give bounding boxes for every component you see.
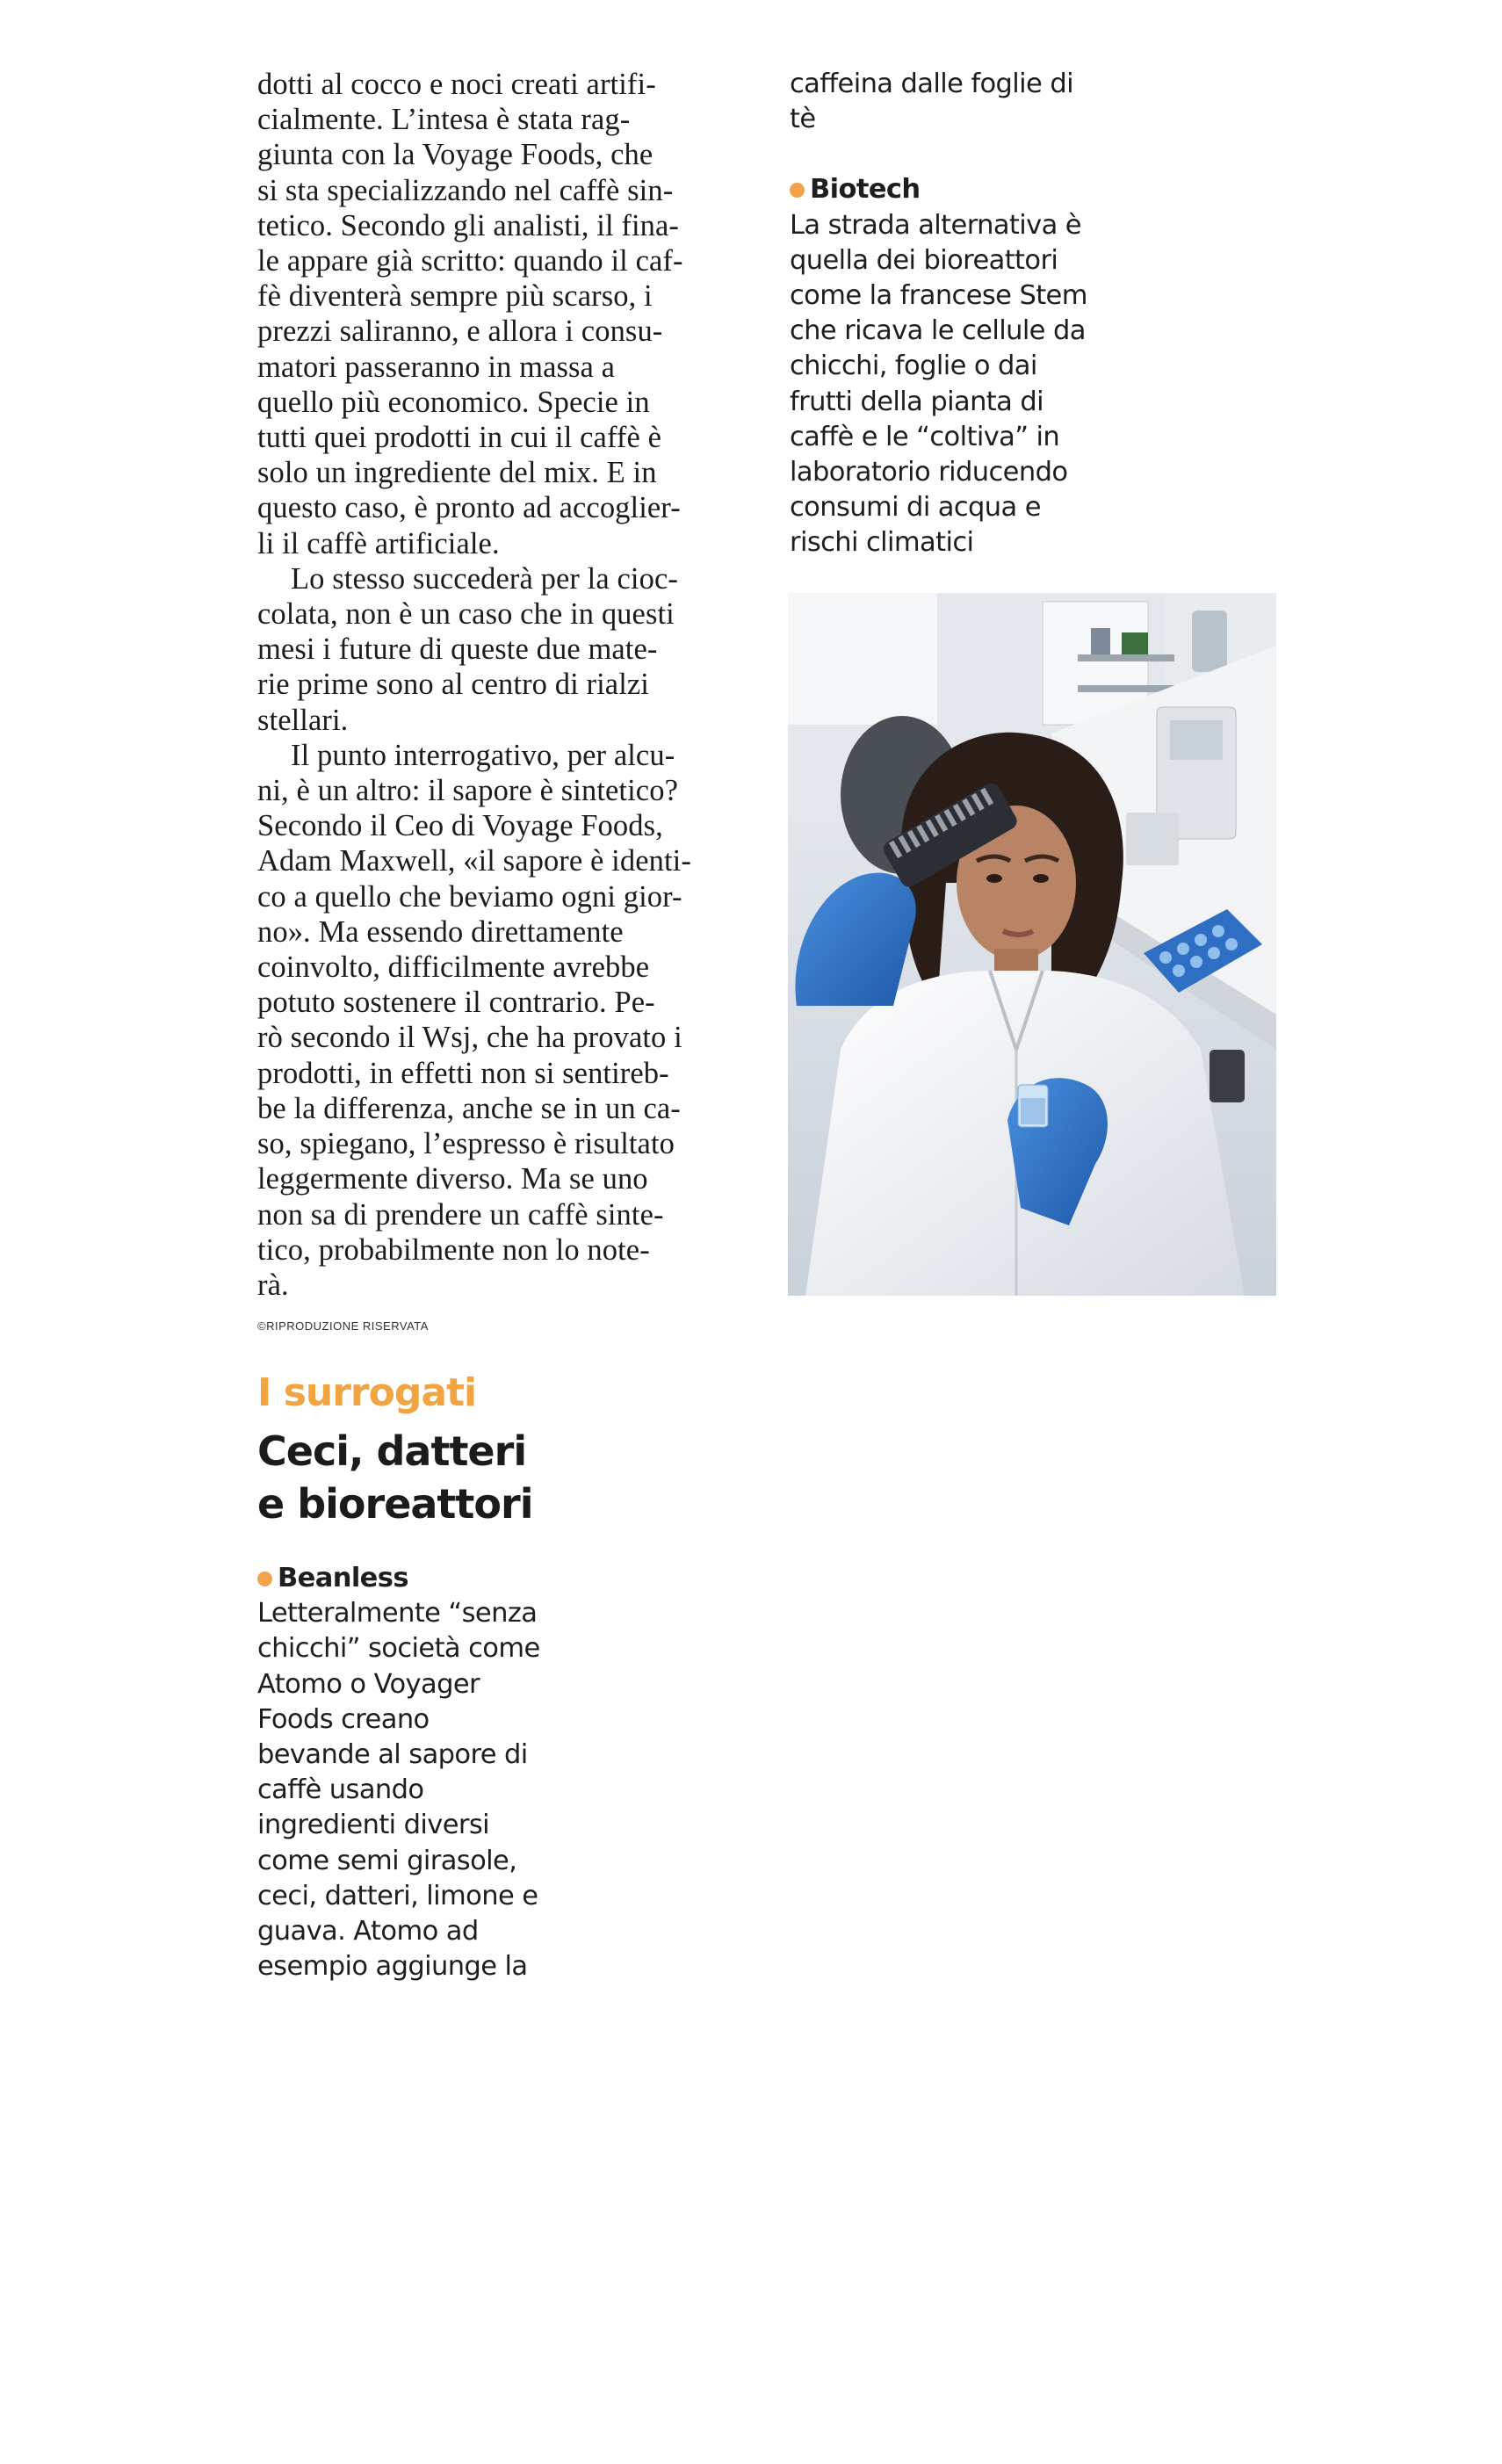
sidebar-box-body [257,1561,661,1984]
sidebar-right-column [790,67,1194,561]
beanless-text: Letteralmente “senza chicchi” società come Atomo o Voyager Foods creano bevande al sapore di caffè usando ingredienti diversi come semi girasole, ceci, datteri, limone e guava. Atomo ad esempio aggiunge la [257,1598,540,1983]
article-paragraph-1: dotti al cocco e noci creati artifi- cialmente. L’intesa è stata rag- giunta con la Voyage Foods, che si sta specializzando nel caffè sin- tetico. Secondo gli analisti, il fina- le appare già scritto: quando il caf- fè diventerà sempre più scarso, i prezzi saliranno, e allora i consu- matori passeranno in massa a quello più economico. Specie in tutti quei prodotti in cui il caffè è solo un ingrediente del mix. E in questo caso, è pronto ad accoglier- li il caffè artificiale. [257,68,683,560]
sidebar-kicker: I surrogati [257,1370,477,1415]
biotech-heading: Biotech [790,172,1194,207]
article-body [257,67,749,1303]
orange-bullet-icon [257,1572,272,1586]
article-paragraph-3: Il punto interrogativo, per alcu- ni, è un altro: il sapore è sintetico? Secondo il Ceo di Voyage Foods, Adam Maxwell, «il sapore è identi- co a quello che beviamo ogni gior- no». Ma essendo direttamente coinvolto, difficilmente avrebbe potuto sostenere il contrario. Pe- rò secondo il Wsj, che ha provato i prodotti, in effetti non si sentireb- be la differenza, anche se in un ca- so, spiegano, l’espresso è risultato leggermente diverso. Ma se uno non sa di prendere un caffè sinte- tico, probabilmente non lo note- rà. [257,738,691,1302]
beanless-heading: Beanless [257,1561,661,1596]
biotech-text: La strada alternativa è quella dei bioreattori come la francese Stem che ricava le cellule da chicchi, foglie o dai frutti della pianta di caffè e le “coltiva” in laboratorio riducendo consumi di acqua e rischi climatici [790,209,1087,559]
sidebar-title: Ceci, datteri e bioreattori [257,1427,533,1528]
lab-scientist-photo [788,593,1276,1296]
continued-line: caffeina dalle foglie di [790,69,1073,99]
copyright-notice: ©RIPRODUZIONE RISERVATA [257,1319,429,1333]
continued-line: tè [790,104,816,135]
orange-bullet-icon [790,183,805,198]
article-paragraph-2: Lo stesso succederà per la cioc- colata, non è un caso che in questi mesi i future di queste due mate- rie prime sono al centro di rialzi stellari. [257,561,678,737]
